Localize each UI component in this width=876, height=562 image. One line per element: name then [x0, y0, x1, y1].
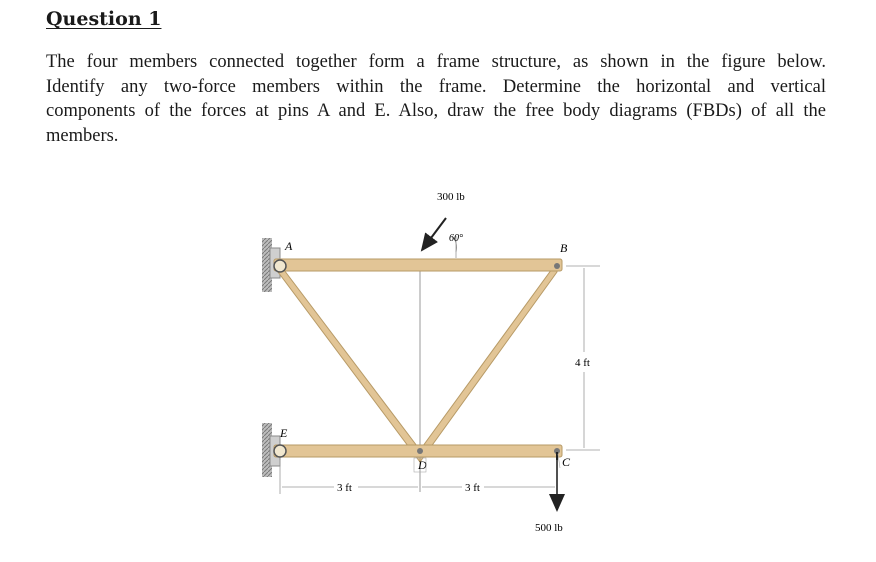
- question-line-3: components of the forces at pins A and E. Also, draw the free body diagrams (FBDs) of all the: [46, 101, 826, 122]
- dim-right-label: 3 ft: [465, 482, 480, 494]
- question-line-4: members.: [46, 125, 119, 146]
- pin-label-a: A: [285, 239, 293, 253]
- pin-label-c: C: [562, 455, 571, 469]
- member-bd: [420, 262, 557, 462]
- member-ad: [278, 262, 420, 462]
- member-ab: [274, 259, 562, 271]
- dim-left-label: 3 ft: [337, 482, 352, 494]
- dim-height-label: 4 ft: [575, 357, 590, 369]
- angle-label: 60°: [449, 233, 463, 244]
- question-line-1: The four members connected together form a frame structure, as shown in the figure below.: [46, 52, 826, 72]
- load-300-label: 300 lb: [437, 191, 465, 203]
- pin-label-b: B: [560, 241, 568, 255]
- pin-label-e: E: [280, 426, 288, 440]
- load-300-arrow: [422, 218, 446, 250]
- pin-e: [274, 445, 286, 457]
- pin-label-d: D: [418, 458, 427, 472]
- load-500-label: 500 lb: [535, 522, 563, 534]
- question-line-2: Identify any two-force members within the frame. Determine the horizontal and vertical: [46, 76, 826, 97]
- pin-d: [417, 448, 423, 454]
- question-heading: Question 1: [46, 8, 162, 30]
- pin-a: [274, 260, 286, 272]
- pin-b: [554, 263, 560, 269]
